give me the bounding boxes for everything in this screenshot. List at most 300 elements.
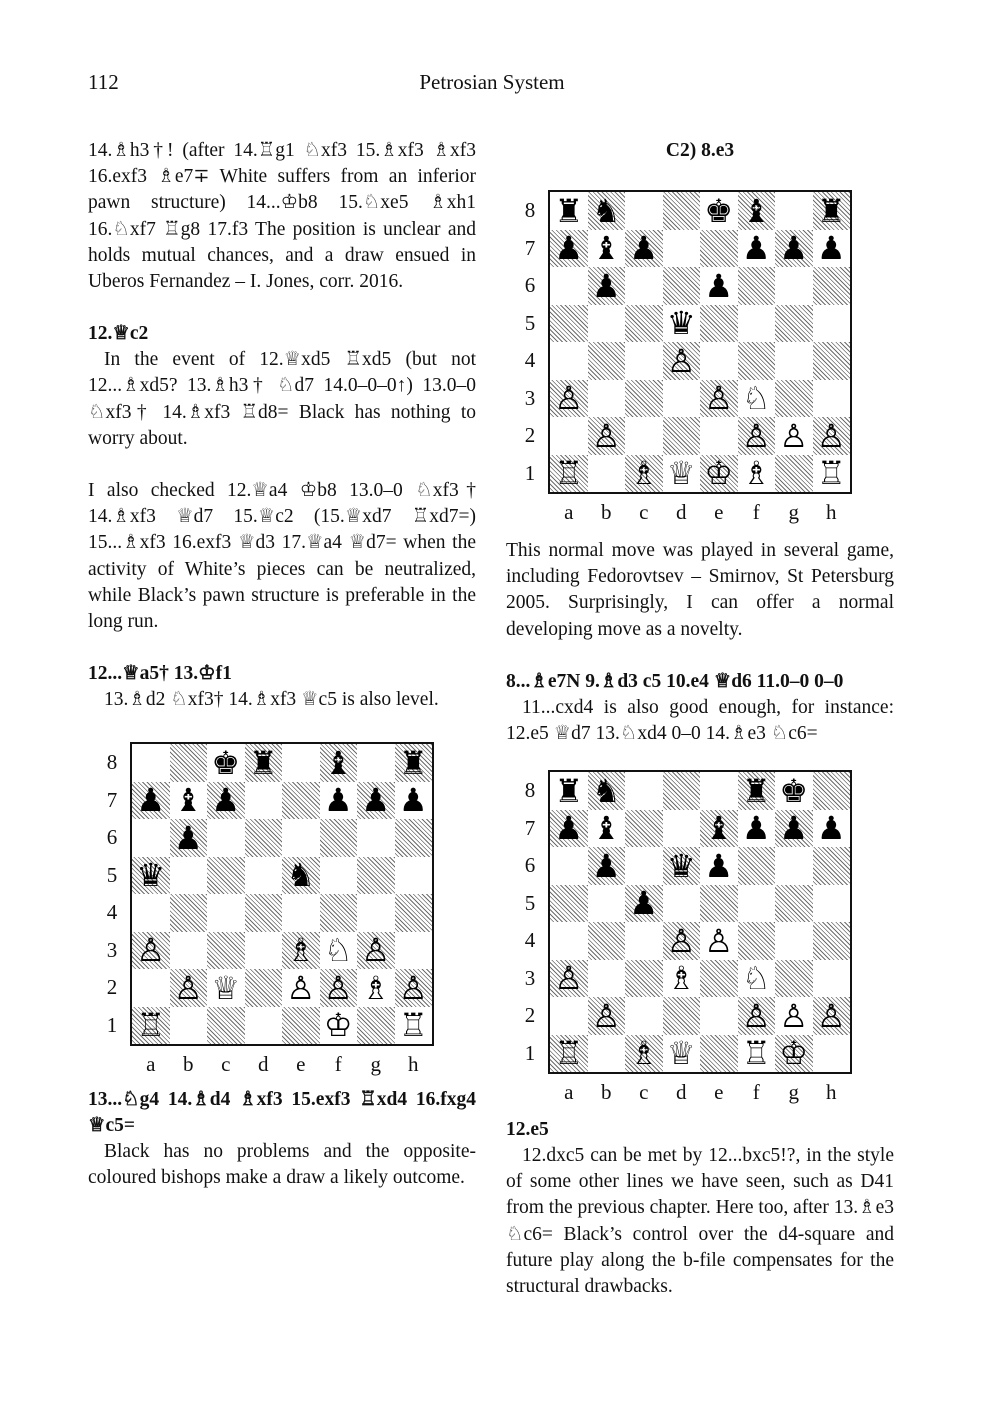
square-h5 <box>813 885 851 923</box>
file-label: c <box>639 1080 649 1104</box>
square-e2 <box>700 417 738 455</box>
square-a5 <box>132 857 170 895</box>
file-label: d <box>676 500 687 524</box>
square-h4 <box>813 342 851 380</box>
rank-label: 1 <box>524 1040 536 1065</box>
chess-diagram <box>100 742 450 1082</box>
square-a4 <box>132 894 170 932</box>
square-f4 <box>320 894 358 932</box>
file-label: d <box>258 1052 269 1076</box>
square-e3 <box>700 960 738 998</box>
black-king-icon: ♚ <box>704 191 734 230</box>
square-d6 <box>663 267 701 305</box>
square-h8 <box>813 772 851 810</box>
section-heading: C2) 8.e3 <box>665 140 735 161</box>
white-rook-icon: ♖ <box>398 1006 428 1045</box>
white-queen-icon: ♕ <box>211 968 241 1007</box>
move-heading: 13...♘g4 14.♗d4 ♗xf3 15.exf3 ♖xd4 16.fxg4 ♕c5= <box>88 1089 476 1136</box>
white-king-icon: ♔ <box>323 1006 353 1045</box>
move-heading: 12.♕c2 <box>88 323 149 345</box>
square-c3 <box>625 960 663 998</box>
square-h8 <box>395 744 433 782</box>
square-e7 <box>282 782 320 820</box>
file-label: h <box>826 500 837 524</box>
square-f1 <box>738 1035 776 1073</box>
black-knight-icon: ♞ <box>591 191 621 230</box>
square-d5 <box>663 305 701 343</box>
paragraph: 11...cxd4 is also good enough, for instance: 12.e5 ♕d7 13.♘xd4 0–0 14.♗e3 ♘c6= <box>506 696 894 745</box>
square-d1 <box>663 1035 701 1073</box>
square-h1 <box>395 1007 433 1045</box>
square-b4 <box>588 342 626 380</box>
square-c6 <box>625 267 663 305</box>
paragraph: This normal move was played in several game, including Fedorovtsev – Smirnov, St Petersburg 2005. Surprisingly, I can offer a normal developing move as a novelty. <box>506 540 894 640</box>
black-queen-icon: ♛ <box>666 304 696 343</box>
black-bishop-icon: ♝ <box>741 191 771 230</box>
square-f8 <box>738 772 776 810</box>
rank-label: 1 <box>524 460 536 485</box>
chessboard <box>548 770 852 1074</box>
square-b8 <box>588 772 626 810</box>
white-pawn-icon: ♙ <box>816 416 846 455</box>
square-d2 <box>663 997 701 1035</box>
black-bishop-icon: ♝ <box>704 809 734 848</box>
file-label: f <box>752 500 760 524</box>
file-label: f <box>334 1052 342 1076</box>
file-label: b <box>183 1052 194 1076</box>
black-pawn-icon: ♟ <box>704 266 734 305</box>
white-pawn-icon: ♙ <box>741 996 771 1035</box>
rank-label: 2 <box>524 423 536 447</box>
square-f2 <box>738 417 776 455</box>
square-c3 <box>625 380 663 418</box>
square-c1 <box>625 455 663 493</box>
black-pawn-icon: ♟ <box>629 884 659 923</box>
black-pawn-icon: ♟ <box>398 781 428 820</box>
white-pawn-icon: ♙ <box>741 416 771 455</box>
move-heading: 8...♗e7N 9.♗d3 c5 10.e4 ♕d6 11.0–0 0–0 <box>506 670 844 692</box>
square-c7 <box>207 782 245 820</box>
square-d6 <box>663 847 701 885</box>
left-column-bottom <box>88 1087 476 1191</box>
square-b6 <box>588 847 626 885</box>
square-e3 <box>700 380 738 418</box>
square-b3 <box>588 960 626 998</box>
square-b1 <box>170 1007 208 1045</box>
square-a3 <box>550 380 588 418</box>
square-a7 <box>132 782 170 820</box>
white-pawn-icon: ♙ <box>361 931 391 970</box>
move-heading: 12...♕a5† 13.♔f1 <box>88 663 232 685</box>
white-knight-icon: ♘ <box>741 959 771 998</box>
rank-label: 5 <box>524 310 536 335</box>
square-f8 <box>738 192 776 230</box>
white-pawn-icon: ♙ <box>779 416 809 455</box>
square-g6 <box>775 847 813 885</box>
square-b5 <box>588 885 626 923</box>
square-h6 <box>813 267 851 305</box>
file-label: a <box>564 1080 574 1104</box>
paragraph: In the event of 12.♕xd5 ♖xd5 (but not 12...♗xd5? 13.♗h3† ♘d7 14.0–0–0↑) 13.0–0 ♘xf3† 14.♗xf3 ♖d8= Black has nothing to worry about. <box>88 349 476 449</box>
rank-label: 7 <box>524 235 536 260</box>
white-pawn-icon: ♙ <box>173 968 203 1007</box>
right-column <box>506 138 894 164</box>
black-bishop-icon: ♝ <box>591 809 621 848</box>
rank-label: 5 <box>106 862 118 887</box>
square-a8 <box>550 772 588 810</box>
square-g5 <box>775 305 813 343</box>
black-pawn-icon: ♟ <box>136 781 166 820</box>
square-e6 <box>700 267 738 305</box>
white-king-icon: ♔ <box>704 454 734 493</box>
square-a8 <box>132 744 170 782</box>
black-pawn-icon: ♟ <box>554 809 584 848</box>
black-rook-icon: ♜ <box>248 743 278 782</box>
black-bishop-icon: ♝ <box>323 743 353 782</box>
square-d8 <box>245 744 283 782</box>
square-f1 <box>738 455 776 493</box>
square-e8 <box>282 744 320 782</box>
rank-label: 8 <box>106 750 118 774</box>
square-c8 <box>625 772 663 810</box>
square-h5 <box>395 857 433 895</box>
square-e4 <box>700 922 738 960</box>
square-c6 <box>625 847 663 885</box>
paragraph: 14.♗h3†! (after 14.♖g1 ♘xf3 15.♗xf3 ♗xf3 16.exf3 ♗e7∓ White suffers from an inferior pawn structure) 14...♔b8 15.♘xe5 ♗xh1 16.♘xf7 ♖g8 17.f3 The position is unclear and holds mutual chances, and a draw ensued in Uberos Fernandez – I. Jones, corr. 2016. <box>88 140 476 293</box>
square-h3 <box>813 960 851 998</box>
white-bishop-icon: ♗ <box>741 454 771 493</box>
square-d5 <box>663 885 701 923</box>
white-king-icon: ♔ <box>779 1034 809 1073</box>
square-b3 <box>588 380 626 418</box>
square-h6 <box>813 847 851 885</box>
white-pawn-icon: ♙ <box>554 379 584 418</box>
rank-label: 3 <box>524 385 536 410</box>
square-h2 <box>813 997 851 1035</box>
square-g2 <box>775 417 813 455</box>
square-e6 <box>700 847 738 885</box>
black-queen-icon: ♛ <box>136 856 166 895</box>
white-bishop-icon: ♗ <box>286 931 316 970</box>
square-g3 <box>775 960 813 998</box>
black-pawn-icon: ♟ <box>704 846 734 885</box>
black-pawn-icon: ♟ <box>629 229 659 268</box>
square-a2 <box>550 997 588 1035</box>
black-pawn-icon: ♟ <box>741 809 771 848</box>
square-g3 <box>775 380 813 418</box>
square-d7 <box>663 230 701 268</box>
square-a3 <box>550 960 588 998</box>
white-rook-icon: ♖ <box>816 454 846 493</box>
rank-label: 4 <box>106 900 118 924</box>
square-d2 <box>245 969 283 1007</box>
paragraph: 13.♗d2 ♘xf3† 14.♗xf3 ♕c5 is also level. <box>104 689 439 711</box>
file-label: e <box>714 1080 724 1104</box>
square-c1 <box>207 1007 245 1045</box>
white-rook-icon: ♖ <box>136 1006 166 1045</box>
square-h4 <box>395 894 433 932</box>
square-d3 <box>245 932 283 970</box>
file-label: c <box>639 500 649 524</box>
square-d8 <box>663 772 701 810</box>
rank-label: 4 <box>524 348 536 372</box>
black-pawn-icon: ♟ <box>779 809 809 848</box>
square-g6 <box>775 267 813 305</box>
square-d3 <box>663 380 701 418</box>
white-pawn-icon: ♙ <box>323 968 353 1007</box>
white-pawn-icon: ♙ <box>779 996 809 1035</box>
square-a6 <box>550 267 588 305</box>
square-f5 <box>320 857 358 895</box>
white-knight-icon: ♘ <box>741 379 771 418</box>
square-g8 <box>357 744 395 782</box>
square-b5 <box>170 857 208 895</box>
square-b7 <box>588 810 626 848</box>
white-pawn-icon: ♙ <box>816 996 846 1035</box>
white-rook-icon: ♖ <box>741 1034 771 1073</box>
square-b2 <box>588 417 626 455</box>
file-label: a <box>564 500 574 524</box>
square-g3 <box>357 932 395 970</box>
square-e4 <box>700 342 738 380</box>
square-e8 <box>700 772 738 810</box>
file-label: f <box>752 1080 760 1104</box>
rank-label: 5 <box>524 890 536 915</box>
right-column-mid <box>506 538 894 747</box>
square-b6 <box>588 267 626 305</box>
black-queen-icon: ♛ <box>666 846 696 885</box>
white-queen-icon: ♕ <box>666 1034 696 1073</box>
square-c2 <box>625 997 663 1035</box>
move-heading: 12.e5 <box>506 1119 549 1140</box>
square-h7 <box>813 810 851 848</box>
square-f7 <box>738 230 776 268</box>
square-h7 <box>813 230 851 268</box>
square-d3 <box>663 960 701 998</box>
square-c7 <box>625 810 663 848</box>
file-label: e <box>714 500 724 524</box>
square-d1 <box>245 1007 283 1045</box>
file-label: b <box>601 500 612 524</box>
square-c1 <box>625 1035 663 1073</box>
white-pawn-icon: ♙ <box>554 959 584 998</box>
square-h3 <box>395 932 433 970</box>
square-e1 <box>700 1035 738 1073</box>
square-a2 <box>550 417 588 455</box>
file-label: g <box>788 1080 799 1104</box>
square-f2 <box>738 997 776 1035</box>
black-pawn-icon: ♟ <box>173 818 203 857</box>
square-f3 <box>738 380 776 418</box>
square-f8 <box>320 744 358 782</box>
file-label: g <box>370 1052 381 1076</box>
black-pawn-icon: ♟ <box>554 229 584 268</box>
square-e4 <box>282 894 320 932</box>
page-number: 112 <box>88 70 119 94</box>
square-e5 <box>282 857 320 895</box>
square-h8 <box>813 192 851 230</box>
white-queen-icon: ♕ <box>666 454 696 493</box>
square-f6 <box>738 267 776 305</box>
left-column <box>88 138 476 713</box>
black-pawn-icon: ♟ <box>211 781 241 820</box>
square-c4 <box>625 922 663 960</box>
white-bishop-icon: ♗ <box>629 454 659 493</box>
square-h5 <box>813 305 851 343</box>
square-d7 <box>245 782 283 820</box>
square-c6 <box>207 819 245 857</box>
square-c2 <box>207 969 245 1007</box>
square-d4 <box>663 342 701 380</box>
square-b6 <box>170 819 208 857</box>
square-d4 <box>663 922 701 960</box>
rank-label: 8 <box>524 778 536 802</box>
square-c5 <box>207 857 245 895</box>
file-label: c <box>221 1052 231 1076</box>
square-a6 <box>132 819 170 857</box>
square-c3 <box>207 932 245 970</box>
square-h6 <box>395 819 433 857</box>
square-g1 <box>357 1007 395 1045</box>
square-g5 <box>775 885 813 923</box>
square-b1 <box>588 1035 626 1073</box>
square-g2 <box>775 997 813 1035</box>
white-pawn-icon: ♙ <box>704 379 734 418</box>
white-pawn-icon: ♙ <box>286 968 316 1007</box>
square-c8 <box>207 744 245 782</box>
square-b4 <box>170 894 208 932</box>
white-knight-icon: ♘ <box>323 931 353 970</box>
square-d7 <box>663 810 701 848</box>
square-e5 <box>700 305 738 343</box>
square-e2 <box>700 997 738 1035</box>
paragraph: I also checked 12.♕a4 ♔b8 13.0–0 ♘xf3† 14.♗xf3 ♕d7 15.♕c2 (15.♕xd7 ♖xd7=) 15...♗xf3 16.exf3 ♕d3 17.♕a4 ♕d7= when the activity of White’s pieces can be neutralized, while Black’s pawn structure is preferable in the long run. <box>88 480 476 633</box>
square-f4 <box>738 342 776 380</box>
square-f6 <box>320 819 358 857</box>
square-e6 <box>282 819 320 857</box>
file-label: e <box>296 1052 306 1076</box>
square-b7 <box>170 782 208 820</box>
square-e8 <box>700 192 738 230</box>
square-f3 <box>320 932 358 970</box>
square-e7 <box>700 810 738 848</box>
square-f5 <box>738 305 776 343</box>
square-b2 <box>588 997 626 1035</box>
square-a8 <box>550 192 588 230</box>
black-knight-icon: ♞ <box>286 856 316 895</box>
square-g4 <box>775 922 813 960</box>
square-a7 <box>550 810 588 848</box>
square-g2 <box>357 969 395 1007</box>
square-d4 <box>245 894 283 932</box>
square-a5 <box>550 885 588 923</box>
black-king-icon: ♚ <box>211 743 241 782</box>
black-bishop-icon: ♝ <box>591 229 621 268</box>
square-g8 <box>775 772 813 810</box>
black-pawn-icon: ♟ <box>591 266 621 305</box>
square-d2 <box>663 417 701 455</box>
black-pawn-icon: ♟ <box>741 229 771 268</box>
square-f2 <box>320 969 358 1007</box>
square-a6 <box>550 847 588 885</box>
square-b7 <box>588 230 626 268</box>
square-f4 <box>738 922 776 960</box>
file-label: g <box>788 500 799 524</box>
square-e5 <box>700 885 738 923</box>
square-c7 <box>625 230 663 268</box>
white-bishop-icon: ♗ <box>361 968 391 1007</box>
black-rook-icon: ♜ <box>554 191 584 230</box>
square-b8 <box>170 744 208 782</box>
black-bishop-icon: ♝ <box>173 781 203 820</box>
black-pawn-icon: ♟ <box>323 781 353 820</box>
square-e3 <box>282 932 320 970</box>
black-pawn-icon: ♟ <box>361 781 391 820</box>
square-b3 <box>170 932 208 970</box>
square-b4 <box>588 922 626 960</box>
square-g1 <box>775 1035 813 1073</box>
white-pawn-icon: ♙ <box>591 996 621 1035</box>
rank-label: 6 <box>524 853 536 877</box>
square-f7 <box>738 810 776 848</box>
white-pawn-icon: ♙ <box>704 921 734 960</box>
square-d8 <box>663 192 701 230</box>
white-pawn-icon: ♙ <box>136 931 166 970</box>
white-bishop-icon: ♗ <box>666 959 696 998</box>
square-g6 <box>357 819 395 857</box>
black-rook-icon: ♜ <box>741 771 771 810</box>
square-h1 <box>813 1035 851 1073</box>
rank-label: 2 <box>106 975 118 999</box>
square-e1 <box>700 455 738 493</box>
rank-label: 4 <box>524 928 536 952</box>
square-h2 <box>395 969 433 1007</box>
square-c4 <box>625 342 663 380</box>
paragraph: 12.dxc5 can be met by 12...bxc5!?, in the style of some other lines we have seen, such as D41 from the previous chapter. Here too, after 13.♗e3 ♘c6= Black’s control over the d4-square and future play along the b-file compensates for the structural drawbacks. <box>506 1145 894 1298</box>
right-column-bottom <box>506 1117 894 1300</box>
black-pawn-icon: ♟ <box>779 229 809 268</box>
square-c8 <box>625 192 663 230</box>
square-d6 <box>245 819 283 857</box>
rank-label: 2 <box>524 1003 536 1027</box>
square-g7 <box>775 810 813 848</box>
rank-label: 8 <box>524 198 536 222</box>
file-label: a <box>146 1052 156 1076</box>
white-pawn-icon: ♙ <box>666 341 696 380</box>
square-b5 <box>588 305 626 343</box>
square-b8 <box>588 192 626 230</box>
file-label: d <box>676 1080 687 1104</box>
square-h3 <box>813 380 851 418</box>
square-h4 <box>813 922 851 960</box>
black-pawn-icon: ♟ <box>816 809 846 848</box>
square-h1 <box>813 455 851 493</box>
black-knight-icon: ♞ <box>591 771 621 810</box>
chessboard <box>548 190 852 494</box>
square-c5 <box>625 885 663 923</box>
square-a1 <box>550 455 588 493</box>
file-label: h <box>408 1052 419 1076</box>
square-a2 <box>132 969 170 1007</box>
black-pawn-icon: ♟ <box>816 229 846 268</box>
white-bishop-icon: ♗ <box>629 1034 659 1073</box>
rank-label: 6 <box>524 273 536 297</box>
square-a7 <box>550 230 588 268</box>
square-f5 <box>738 885 776 923</box>
black-rook-icon: ♜ <box>554 771 584 810</box>
white-pawn-icon: ♙ <box>398 968 428 1007</box>
square-f7 <box>320 782 358 820</box>
